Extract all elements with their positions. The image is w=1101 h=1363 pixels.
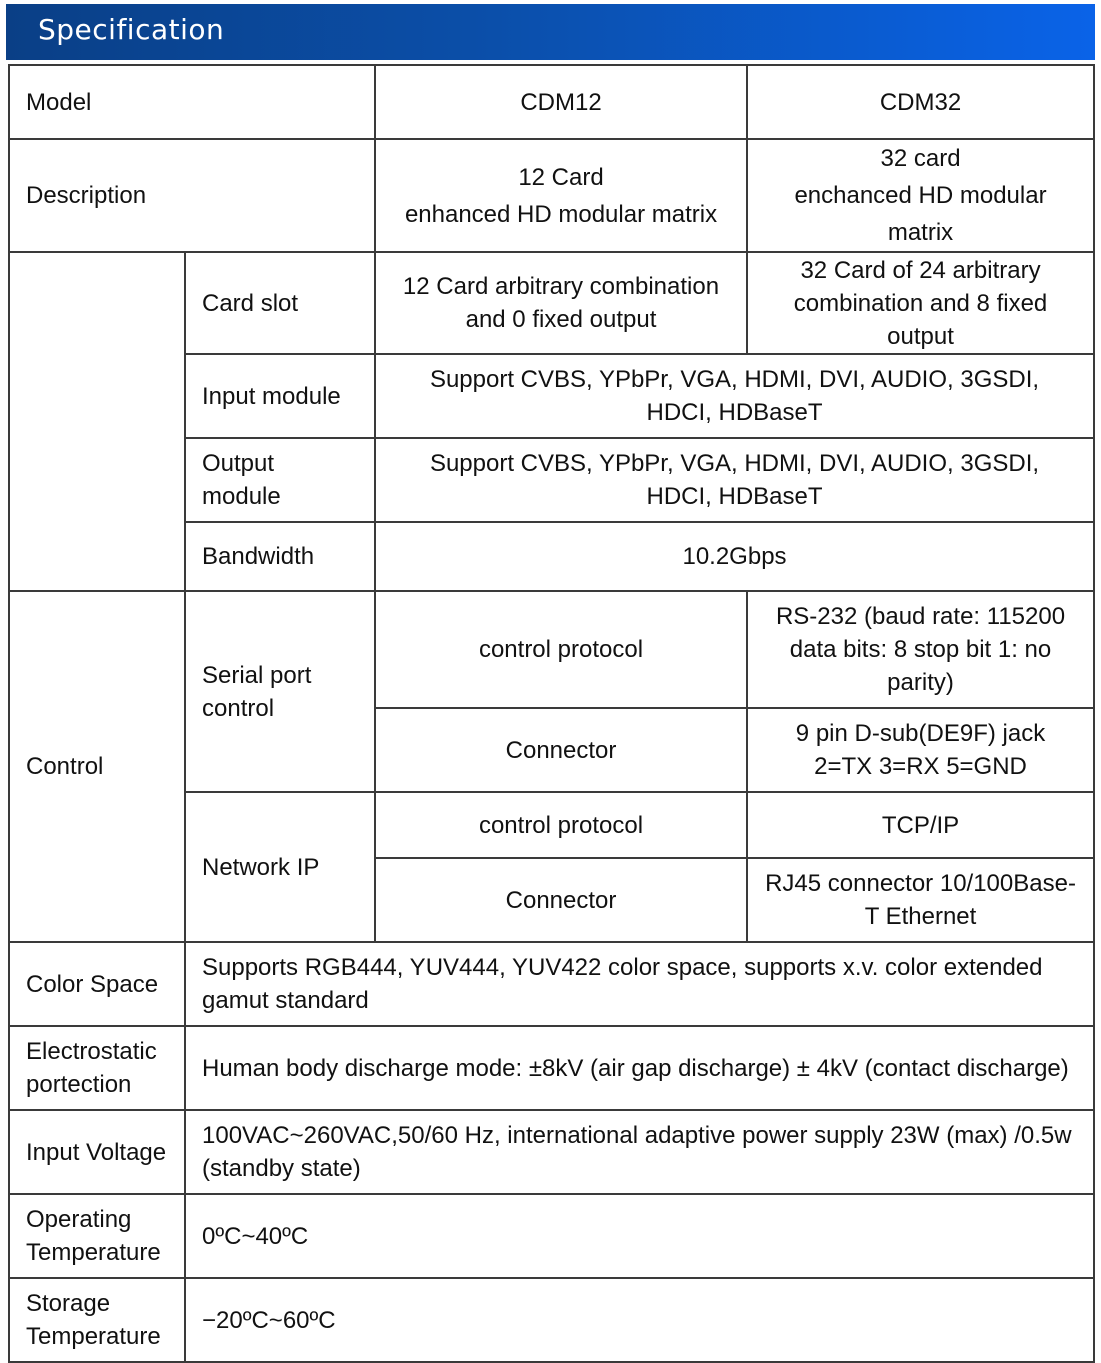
- description-label: Description: [9, 139, 375, 252]
- color-space-value: Supports RGB444, YUV444, YUV422 color space, supports x.v. color extended gamut standard: [185, 942, 1094, 1026]
- row-electrostatic: [9, 1026, 1094, 1110]
- electrostatic-value: Human body discharge mode: ±8kV (air gap discharge) ± 4kV (contact discharge): [185, 1026, 1094, 1110]
- card-slot-cdm12: 12 Card arbitrary combination and 0 fixed output: [375, 252, 747, 354]
- network-connector-value: RJ45 connector 10/100Base-T Ethernet: [747, 858, 1094, 942]
- description-cdm32-line1: 32 card: [880, 145, 961, 172]
- blank-group-cell: [9, 252, 185, 591]
- output-module-value: Support CVBS, YPbPr, VGA, HDMI, DVI, AUDIO, 3GSDI, HDCI, HDBaseT: [375, 438, 1094, 522]
- network-connector-label: Connector: [375, 858, 747, 942]
- row-serial-protocol: [9, 591, 1094, 708]
- serial-protocol-label: control protocol: [375, 591, 747, 708]
- operating-temperature-label: Operating Temperature: [9, 1194, 185, 1278]
- network-protocol-value: TCP/IP: [747, 792, 1094, 858]
- serial-connector-label: Connector: [375, 708, 747, 792]
- serial-protocol-value: RS-232 (baud rate: 115200 data bits: 8 stop bit 1: no parity): [747, 591, 1094, 708]
- row-operating-temperature: [9, 1194, 1094, 1278]
- control-label: Control: [9, 591, 185, 942]
- bandwidth-label: Bandwidth: [185, 522, 375, 591]
- spec-table: [8, 64, 1095, 1363]
- row-card-slot: [9, 252, 1094, 354]
- serial-connector-value: 9 pin D-sub(DE9F) jack 2=TX 3=RX 5=GND: [747, 708, 1094, 792]
- row-storage-temperature: [9, 1278, 1094, 1362]
- description-cdm32-line2: enchanced HD modular matrix: [794, 182, 1047, 246]
- description-cdm12: [375, 139, 747, 252]
- storage-temperature-value: −20ºC~60ºC: [185, 1278, 1094, 1362]
- input-module-value: Support CVBS, YPbPr, VGA, HDMI, DVI, AUDIO, 3GSDI, HDCI, HDBaseT: [375, 354, 1094, 438]
- electrostatic-label: Electrostatic portection: [9, 1026, 185, 1110]
- page-title: Specification: [38, 13, 225, 46]
- input-voltage-label: Input Voltage: [9, 1110, 185, 1194]
- description-cdm12-line1: 12 Card: [518, 163, 604, 191]
- header-bar: [6, 4, 1095, 60]
- model-label: Model: [9, 65, 375, 139]
- network-protocol-label: control protocol: [375, 792, 747, 858]
- card-slot-cdm32: 32 Card of 24 arbitrary combination and 8 fixed output: [747, 252, 1094, 354]
- input-module-label: Input module: [185, 354, 375, 438]
- serial-port-label: Serial port control: [185, 591, 375, 792]
- model-cdm12: CDM12: [375, 65, 747, 139]
- card-slot-label: Card slot: [185, 252, 375, 354]
- model-cdm32: CDM32: [747, 65, 1094, 139]
- row-description: [9, 139, 1094, 252]
- input-voltage-value: 100VAC~260VAC,50/60 Hz, international adaptive power supply 23W (max) /0.5w (standby state): [185, 1110, 1094, 1194]
- row-input-voltage: [9, 1110, 1094, 1194]
- bandwidth-value: 10.2Gbps: [375, 522, 1094, 591]
- description-cdm12-line2: enhanced HD modular matrix: [404, 200, 718, 228]
- output-module-label: Output module: [185, 438, 375, 522]
- color-space-label: Color Space: [9, 942, 185, 1026]
- network-ip-label: Network IP: [185, 792, 375, 942]
- row-color-space: [9, 942, 1094, 1026]
- description-cdm32: [747, 139, 1094, 252]
- row-model: [9, 65, 1094, 139]
- operating-temperature-value: 0ºC~40ºC: [185, 1194, 1094, 1278]
- storage-temperature-label: Storage Temperature: [9, 1278, 185, 1362]
